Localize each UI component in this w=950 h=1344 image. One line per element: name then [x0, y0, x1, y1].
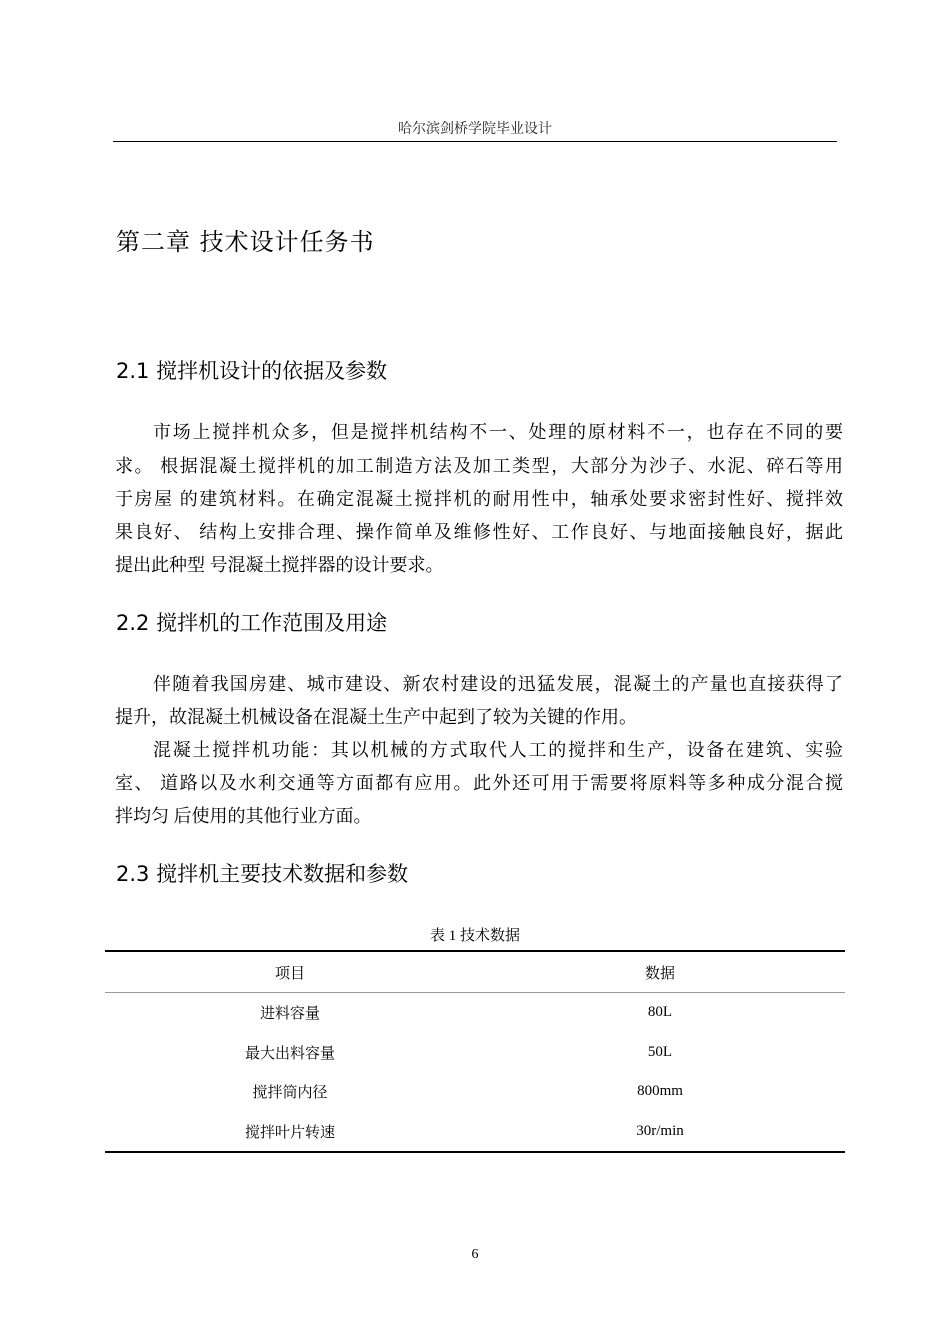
- cell-item: 搅拌筒内径: [252, 1085, 328, 1102]
- cell-value: 80L: [647, 1004, 673, 1021]
- table-row: [105, 1112, 845, 1153]
- section-heading-2-3: 2.3 搅拌机主要技术数据和参数: [116, 862, 409, 886]
- section-heading-2-2: 2.2 搅拌机的工作范围及用途: [116, 611, 388, 635]
- table-row: [105, 1033, 845, 1073]
- chapter-title: 第二章 技术设计任务书: [116, 228, 375, 256]
- cell-item: 进料容量: [259, 1006, 320, 1023]
- table-row: [105, 1072, 845, 1112]
- running-header: 哈尔滨剑桥学院毕业设计: [398, 122, 552, 137]
- cell-value: 30r/min: [475, 1112, 845, 1153]
- cell-value: 50L: [647, 1043, 673, 1060]
- paragraph-line: 提出此种型 号混凝土搅拌器的设计要求。: [115, 555, 444, 575]
- section-heading-2-1: 2.1 搅拌机设计的依据及参数: [116, 359, 388, 383]
- table-header-row: [105, 951, 845, 993]
- paragraph-line: 于房屋 的建筑材料。在确定混凝土搅拌机的耐用性中，轴承处要求密封性好、搅拌效: [115, 489, 843, 509]
- cell-value: 800mm: [637, 1083, 683, 1100]
- paragraph-line: 提升，故混凝土机械设备在混凝土生产中起到了较为关键的作用。: [115, 707, 637, 727]
- paragraph-line: 果良好、 结构上安排合理、操作简单及维修性好、工作良好、与地面接触良好，据此: [115, 522, 843, 542]
- paragraph-line: 伴随着我国房建、城市建设、新农村建设的迅猛发展，混凝土的产量也直接获得了: [153, 674, 843, 694]
- cell-item: 最大出料容量: [244, 1045, 335, 1062]
- paragraph-line: 求。 根据混凝土搅拌机的加工制造方法及加工类型，大部分为沙子、水泥、碎石等用: [115, 456, 843, 476]
- column-header-item: 项目: [105, 951, 475, 993]
- table-row: [105, 993, 845, 1033]
- technical-data-table: [105, 950, 845, 1153]
- table-caption: 表 1 技术数据: [429, 928, 520, 944]
- column-header-data: 数据: [475, 951, 845, 993]
- paragraph-line: 市场上搅拌机众多，但是搅拌机结构不一、处理的原材料不一，也存在不同的要: [153, 422, 843, 442]
- page-number: 6: [471, 1247, 479, 1262]
- header-divider: [113, 141, 837, 142]
- paragraph-line: 室、 道路以及水利交通等方面都有应用。此外还可用于需要将原料等多种成分混合搅: [115, 773, 843, 793]
- paragraph-line: 拌均匀 后使用的其他行业方面。: [115, 806, 372, 826]
- cell-item: 搅拌叶片转速: [105, 1112, 475, 1153]
- paragraph-line: 混凝土搅拌机功能：其以机械的方式取代人工的搅拌和生产，设备在建筑、实验: [153, 740, 843, 760]
